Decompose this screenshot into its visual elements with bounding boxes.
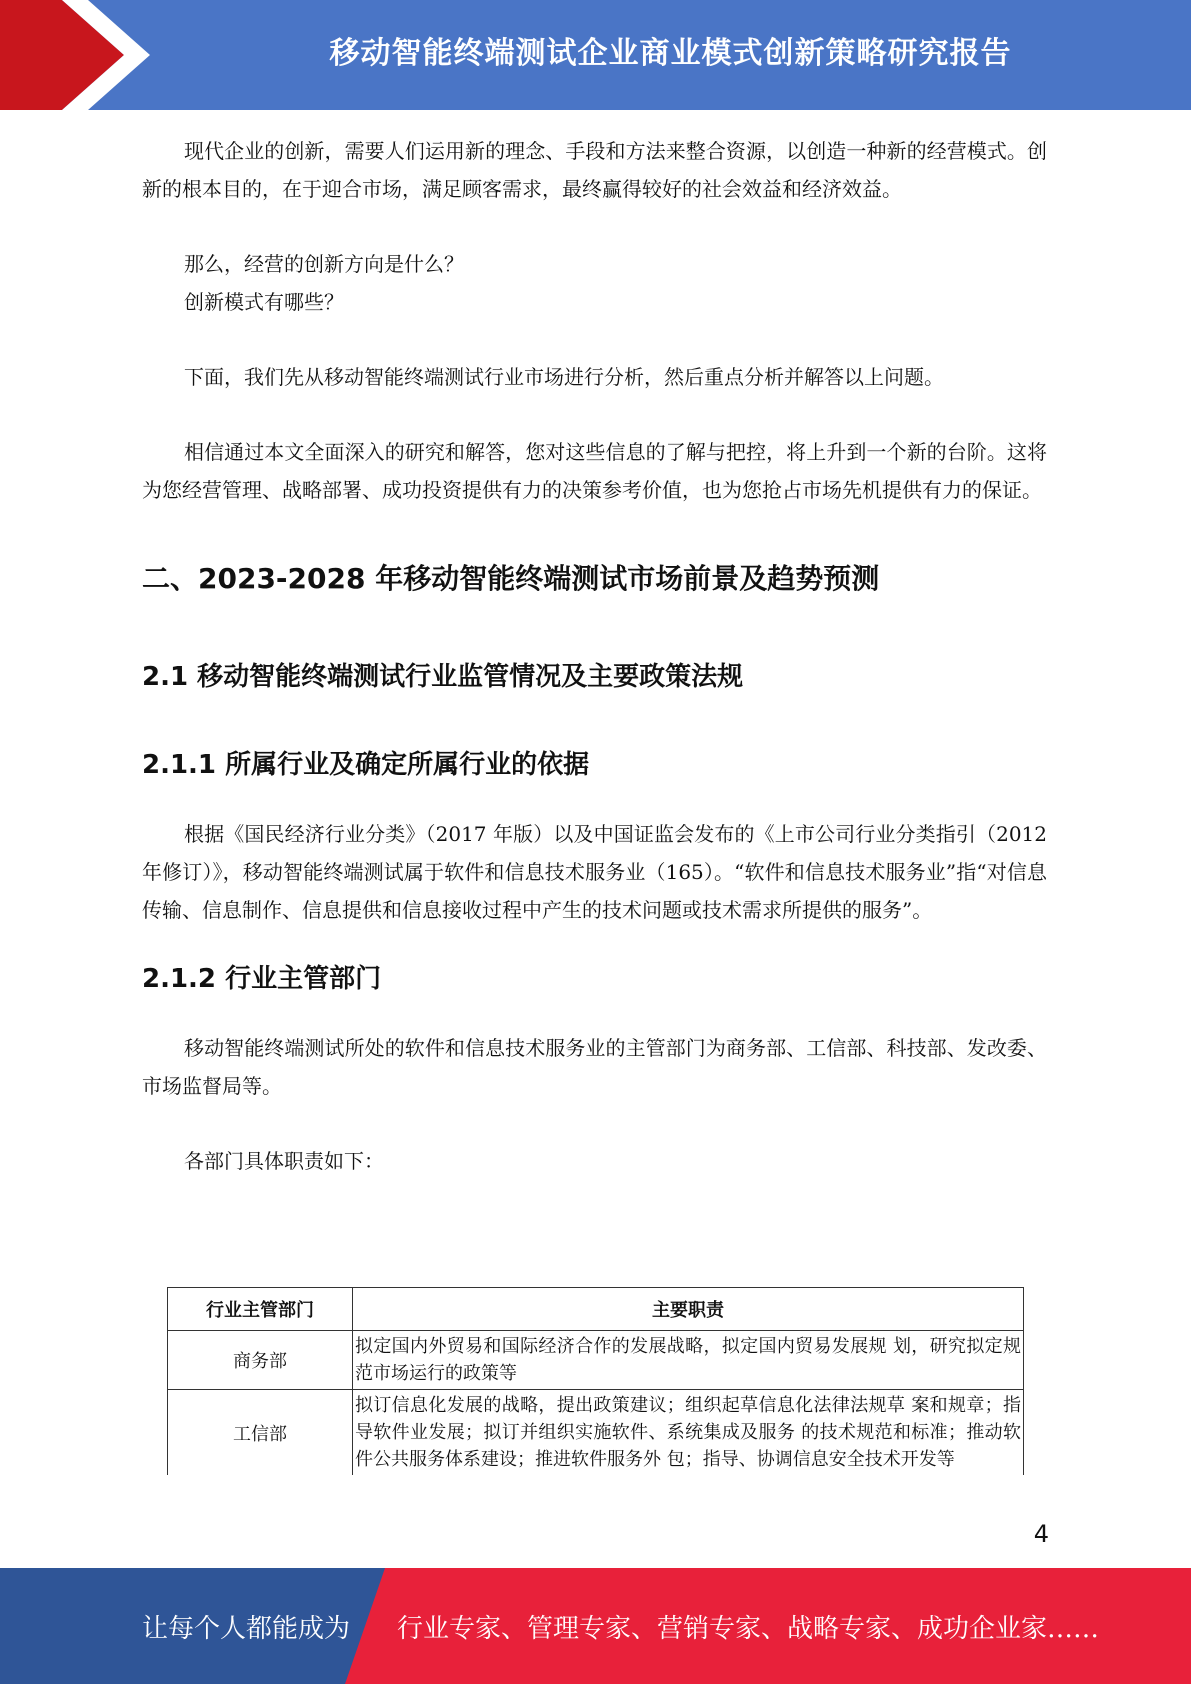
intro-paragraph-3: 相信通过本文全面深入的研究和解答，您对这些信息的了解与把控，将上升到一个新的台阶。这将为您经营管理、战略部署、成功投资提供有力的决策参考价值，也为您抢占市场先机提供有力的保证。 [142, 440, 1047, 502]
table-cell-department: 商务部 [168, 1331, 353, 1390]
section-2-1-2-paragraph: 移动智能终端测试所处的软件和信息技术服务业的主管部门为商务部、工信部、科技部、发改委、市场监督局等。 [142, 1036, 1047, 1098]
section-2-1-2-lead: 各部门具体职责如下： [184, 1149, 384, 1173]
table-header-row [168, 1288, 1024, 1331]
section-2-1-heading: 2.1 移动智能终端测试行业监管情况及主要政策法规 [142, 662, 744, 692]
table-header-duties: 主要职责 [353, 1288, 1024, 1331]
table-cell-duty: 拟订信息化发展的战略，提出政策建议；组织起草信息化法律法规草 案和规章；指导软件业发展；拟订并组织实施软件、系统集成及服务 的技术规范和标准；推动软件公共服务体系建设；推进软件服务外 包；指导、协调信息安全技术开发等 [353, 1390, 1024, 1476]
section-2-1-1-heading: 2.1.1 所属行业及确定所属行业的依据 [142, 750, 590, 780]
section-2-1-2-heading: 2.1.2 行业主管部门 [142, 964, 382, 994]
header-banner [0, 0, 1191, 110]
intro-question-1: 那么，经营的创新方向是什么？ [184, 252, 464, 276]
table-row [168, 1390, 1024, 1476]
section-2-heading: 二、2023-2028 年移动智能终端测试市场前景及趋势预测 [142, 562, 880, 595]
duties-table [167, 1287, 1024, 1475]
footer-banner [0, 1568, 1191, 1684]
section-2-1-1-paragraph: 根据《国民经济行业分类》（2017 年版）以及中国证监会发布的《上市公司行业分类指引（2012 年修订）》，移动智能终端测试属于软件和信息技术服务业（165）。“软件和信息技术服务业”指“对信息传输、信息制作、信息提供和信息接收过程中产生的技术问题或技术需求所提供的服务”。 [142, 822, 1047, 922]
page-number: 4 [1033, 1520, 1049, 1548]
intro-paragraph-2: 下面，我们先从移动智能终端测试行业市场进行分析，然后重点分析并解答以上问题。 [184, 365, 944, 389]
page-content [142, 132, 1047, 1180]
table-row [168, 1331, 1024, 1390]
table-cell-department: 工信部 [168, 1390, 353, 1476]
intro-paragraph-1: 现代企业的创新，需要人们运用新的理念、手段和方法来整合资源，以创造一种新的经营模式。创新的根本目的，在于迎合市场，满足顾客需求，最终赢得较好的社会效益和经济效益。 [142, 139, 1047, 201]
footer-slogan-left: 让每个人都能成为 [142, 1613, 351, 1644]
intro-question-2: 创新模式有哪些？ [184, 290, 344, 314]
table-header-department: 行业主管部门 [168, 1288, 353, 1331]
table-cell-duty: 拟定国内外贸易和国际经济合作的发展战略，拟定国内贸易发展规 划，研究拟定规范市场运行的政策等 [353, 1331, 1024, 1390]
report-title: 移动智能终端测试企业商业模式创新策略研究报告 [329, 36, 1012, 71]
footer-slogan-right: 行业专家、管理专家、营销专家、战略专家、成功企业家…… [397, 1613, 1100, 1644]
